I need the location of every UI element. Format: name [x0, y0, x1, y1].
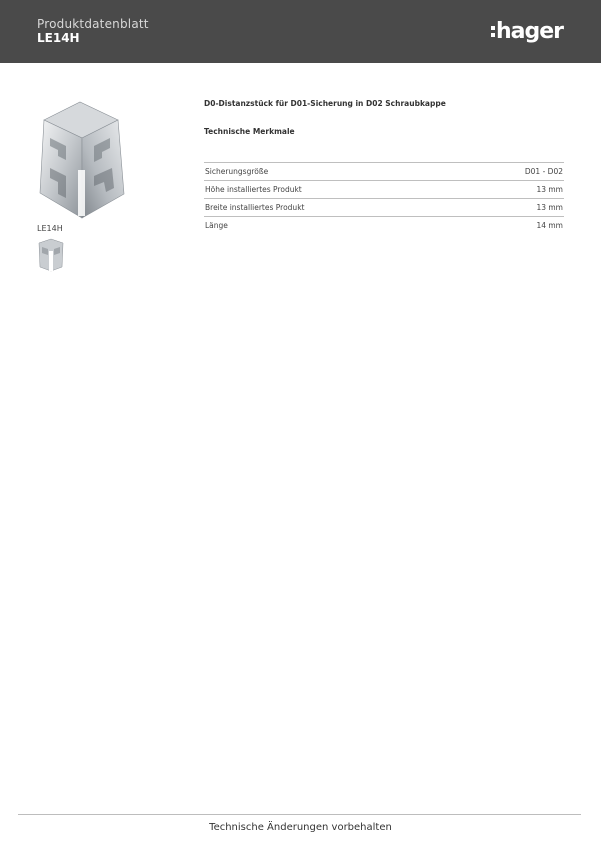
spec-label: Breite installiertes Produkt	[205, 203, 305, 212]
spec-value: 14 mm	[536, 221, 563, 230]
section-heading: Technische Merkmale	[204, 127, 295, 136]
spec-value: D01 - D02	[524, 167, 563, 176]
product-thumbnail[interactable]	[36, 237, 66, 273]
table-row	[204, 181, 564, 199]
product-title: D0-Distanzstück für D01-Sicherung in D02 Schraubkappe	[204, 99, 446, 108]
brand-logo	[491, 16, 563, 46]
table-row	[204, 199, 564, 217]
spec-label: Sicherungsgröße	[205, 167, 269, 176]
footer-divider	[18, 814, 581, 815]
spec-value: 13 mm	[536, 203, 563, 212]
brand-name: hager	[496, 18, 564, 44]
spec-label: Länge	[205, 221, 228, 230]
spec-label: Höhe installiertes Produkt	[205, 185, 302, 194]
table-row	[204, 217, 564, 234]
spec-value: 13 mm	[536, 185, 563, 194]
table-row	[204, 163, 564, 181]
footer-note: Technische Änderungen vorbehalten	[209, 822, 392, 833]
document-type-label: Produktdatenblatt	[37, 17, 149, 31]
image-caption: LE14H	[37, 224, 63, 233]
page-header	[0, 0, 601, 63]
product-code: LE14H	[37, 31, 80, 45]
spec-table	[204, 162, 564, 234]
product-image	[36, 98, 127, 220]
logo-dots-icon	[491, 26, 495, 37]
